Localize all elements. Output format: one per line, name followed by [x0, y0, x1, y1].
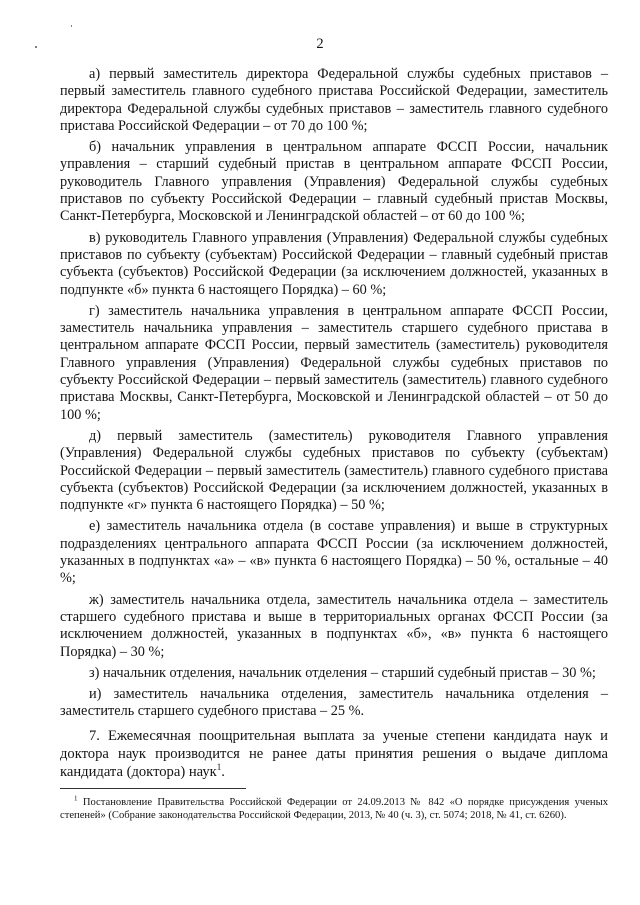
footnote-number: 1	[74, 794, 78, 803]
paragraph-7-text: 7. Ежемесячная поощрительная выплата за ученые степени кандидата наук и доктора наук производится не ранее даты принятия решения о выдаче диплома кандидата (доктора) наук	[60, 727, 608, 780]
document-body	[60, 66, 608, 785]
paragraph-7-end: .	[221, 763, 225, 780]
scan-speck	[35, 46, 37, 48]
footnote-text: Постановление Правительства Российской Федерации от 24.09.2013 № 842 «О порядке присуждения ученых степеней» (Собрание законодательства Российской Федерации, 2013, № 40 (ч. 3), ст. 5074; 2018, № 41, ст. 6260).	[60, 797, 608, 822]
paragraph-z: з) начальник отделения, начальник отделения – старший судебный пристав – 30 %;	[89, 664, 596, 681]
paragraph-7	[60, 727, 608, 781]
footnote-reference[interactable]: 1	[216, 761, 222, 772]
paragraph-g: г) заместитель начальника управления в центральном аппарате ФССП России, заместитель начальника управления – заместитель старшего судебного пристава в центральном аппарате ФССП России, первый заместитель (заместитель) руководителя Главного управления (Управления) Федеральной службы судебных приставов по субъекту Российской Федерации – первый заместитель (заместитель) главного судебного пристава Москвы, Санкт-Петербурга, Московской и Ленинградской областей – от 50 до 100 %;	[60, 302, 608, 423]
paragraph-i: и) заместитель начальника отделения, заместитель начальника отделения – заместитель старшего судебного пристава – 25 %.	[60, 686, 608, 720]
paragraph-a: а) первый заместитель директора Федеральной службы судебных приставов – первый заместитель главного судебного пристава Российской Федерации, заместитель директора Федеральной службы судебных приставов – заместитель главного судебного пристава Российской Федерации – от 70 до 100 %;	[60, 66, 608, 134]
paragraph-v: в) руководитель Главного управления (Управления) Федеральной службы судебных приставов по субъекту (субъектам) Российской Федерации – главный судебный пристав субъекта (субъектов) Российской Федерации (за исключением должностей, указанных в подпункте «б» пункта 6 настоящего Порядка) – 60 %;	[60, 229, 608, 298]
paragraph-zh: ж) заместитель начальника отдела, заместитель начальника отдела – заместитель старшего судебного пристава и выше в территориальных органах ФССП России (за исключением должностей, указанных в подпунктах «б», «в» пункта 6 настоящего Порядка) – 30 %;	[60, 591, 608, 660]
paragraph-b: б) начальник управления в центральном аппарате ФССП России, начальник управления – старший судебный пристав в центральном аппарате ФССП России, руководитель Главного управления (Управления) Федеральной службы судебных приставов по субъекту Российской Федерации – главный судебный пристав Москвы, Санкт-Петербурга, Московской и Ленинградской областей – от 60 до 100 %;	[60, 139, 608, 225]
page-number: 2	[316, 36, 324, 52]
scan-speck	[71, 25, 72, 27]
paragraph-d: д) первый заместитель (заместитель) руководителя Главного управления (Управления) Федеральной службы судебных приставов по субъекту (субъектам) Российской Федерации – первый заместитель (заместитель) главного судебного пристава субъекта (субъектов) Российской Федерации (за исключением должностей, указанных в подпункте «г» пункта 6 настоящего Порядка) – 50 %;	[60, 427, 608, 514]
footnote	[60, 796, 608, 823]
footnote-separator	[60, 788, 246, 789]
paragraph-e: е) заместитель начальника отдела (в составе управления) и выше в структурных подразделениях центрального аппарата ФССП России (за исключением должностей, указанных в подпунктах «а» – «в» пункта 6 настоящего Порядка) – 50 %, остальные – 40 %;	[60, 518, 608, 587]
